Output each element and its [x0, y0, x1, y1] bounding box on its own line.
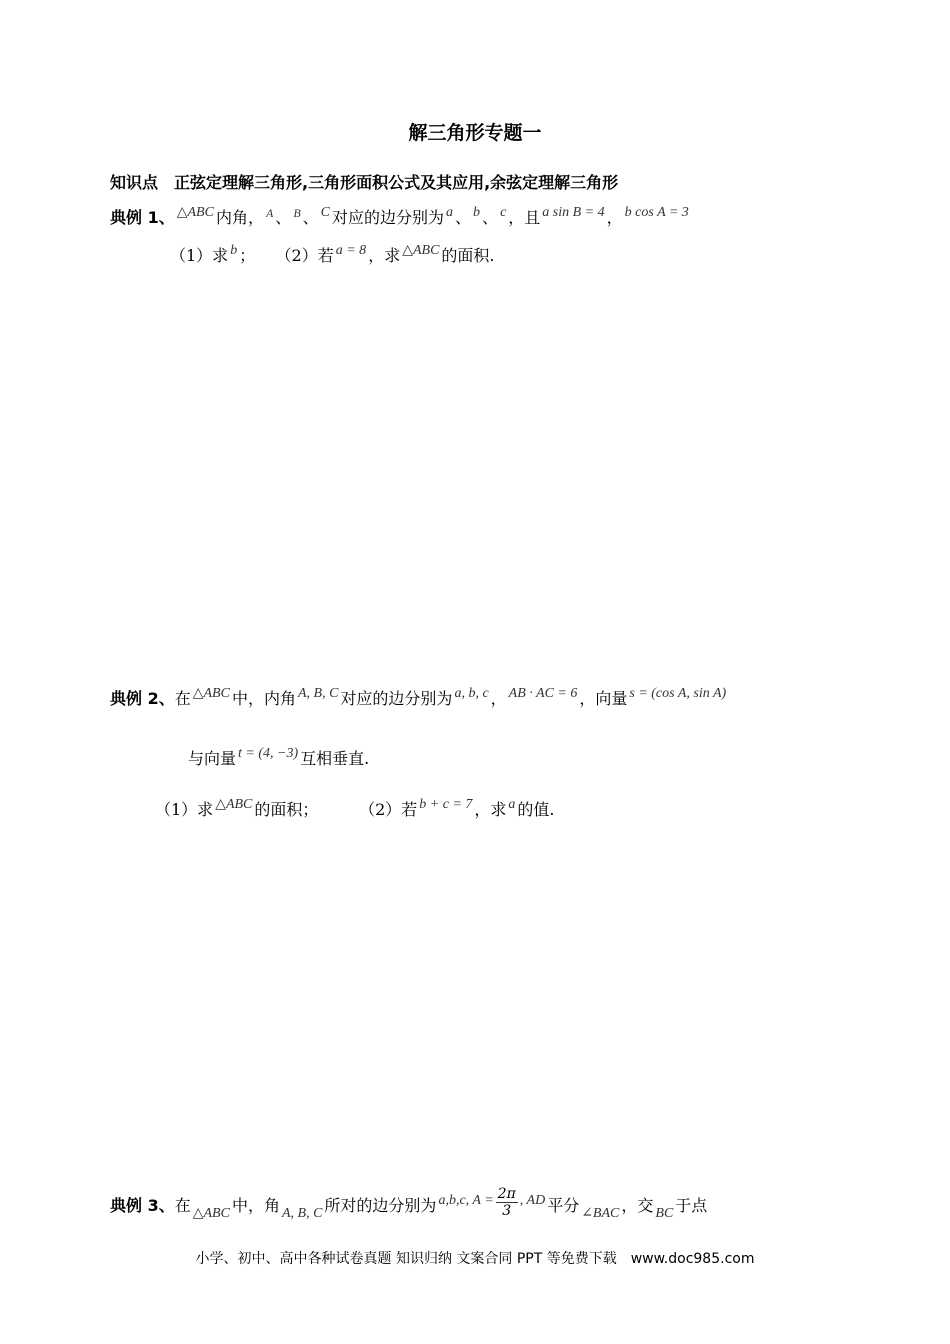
example-3-statement [110, 1186, 708, 1223]
question-2-label: （2）若 [275, 246, 334, 265]
text: ，向量 [579, 689, 628, 708]
math-triangle: △ABC [215, 797, 253, 812]
text: 在 [174, 1196, 191, 1215]
text: 的值. [517, 800, 555, 819]
math-a: a [508, 797, 516, 812]
example-2-statement [110, 686, 728, 709]
text: 、 [275, 208, 292, 227]
math-triangle: △ABC [192, 1206, 230, 1221]
example-2-label: 典例 2、 [110, 689, 175, 708]
text: 对应的边分别为 [340, 689, 453, 708]
example-3-label: 典例 3、 [110, 1196, 175, 1215]
text: ，且 [508, 208, 541, 227]
math-dot-product: AB · AC = 6 [508, 686, 578, 701]
math-BC: BC [655, 1206, 674, 1221]
example-1-label: 典例 1、 [110, 208, 175, 227]
text: 平分 [547, 1196, 580, 1215]
math-a: a [446, 205, 454, 220]
page-footer: 小学、初中、高中各种试卷真题 知识归纳 文案合同 PPT 等免费下载 www.doc985.com [195, 1251, 755, 1267]
question-2-label: （2）若 [359, 800, 418, 819]
text: 所对的边分别为 [324, 1196, 437, 1215]
math-sides: a,b,c, A = [438, 1193, 494, 1208]
math-vector-s: s = (cos A, sin A) [629, 686, 727, 701]
text: ，求 [368, 246, 401, 265]
text: ，交 [621, 1196, 654, 1215]
text: 在 [174, 689, 191, 708]
page-title: 解三角形专题一 [408, 122, 542, 144]
example-2-statement-cont [188, 746, 369, 769]
text: 中，内角 [231, 689, 296, 708]
math-eq-a8: a = 8 [335, 243, 367, 258]
question-1-label: （1）求 [155, 800, 214, 819]
math-angles: A, B, C [297, 686, 339, 701]
text: 的面积. [441, 246, 495, 265]
text: 、 [455, 208, 472, 227]
math-b: b [473, 205, 481, 220]
math-fraction-2pi-3 [496, 1186, 518, 1219]
math-eq-asinb: a sin B = 4 [542, 205, 605, 220]
text: 互相垂直. [300, 749, 370, 768]
example-1-statement [110, 205, 691, 228]
topic-heading: 知识点 正弦定理解三角形,三角形面积公式及其应用,余弦定理解三角形 [110, 173, 619, 192]
example-2-questions [155, 797, 555, 820]
text: ， [606, 208, 623, 227]
math-triangle: △ABC [192, 686, 230, 701]
math-AD: , AD [519, 1193, 546, 1208]
text: 于点 [675, 1196, 708, 1215]
text: 中，角 [231, 1196, 280, 1215]
question-1-label: （1）求 [170, 246, 229, 265]
text: 与向量 [188, 749, 237, 768]
fraction-numerator: 2π [497, 1186, 516, 1202]
text: 的面积； [254, 800, 319, 819]
math-b: b [230, 243, 238, 258]
math-eq-bc7: b + c = 7 [419, 797, 473, 812]
text: ， [490, 689, 507, 708]
example-1-questions [170, 243, 495, 266]
text: ，求 [474, 800, 507, 819]
text: 内角， [215, 208, 264, 227]
text: ； [239, 246, 256, 265]
math-C: C [320, 205, 331, 220]
text: 、 [302, 208, 319, 227]
math-eq-bcosa: b cos A = 3 [624, 205, 689, 220]
math-vector-t: t = (4, −3) [238, 746, 299, 761]
math-c: c [500, 205, 507, 220]
math-angle-BAC: ∠BAC [581, 1206, 620, 1221]
math-sides: a, b, c [454, 686, 489, 701]
math-triangle: △ABC [176, 205, 214, 220]
math-angles: A, B, C [281, 1206, 323, 1221]
math-A: A [265, 206, 274, 220]
math-triangle: △ABC [402, 243, 440, 258]
text: 对应的边分别为 [332, 208, 445, 227]
fraction-denominator: 3 [502, 1203, 512, 1219]
math-B: B [293, 206, 301, 220]
text: 、 [482, 208, 499, 227]
